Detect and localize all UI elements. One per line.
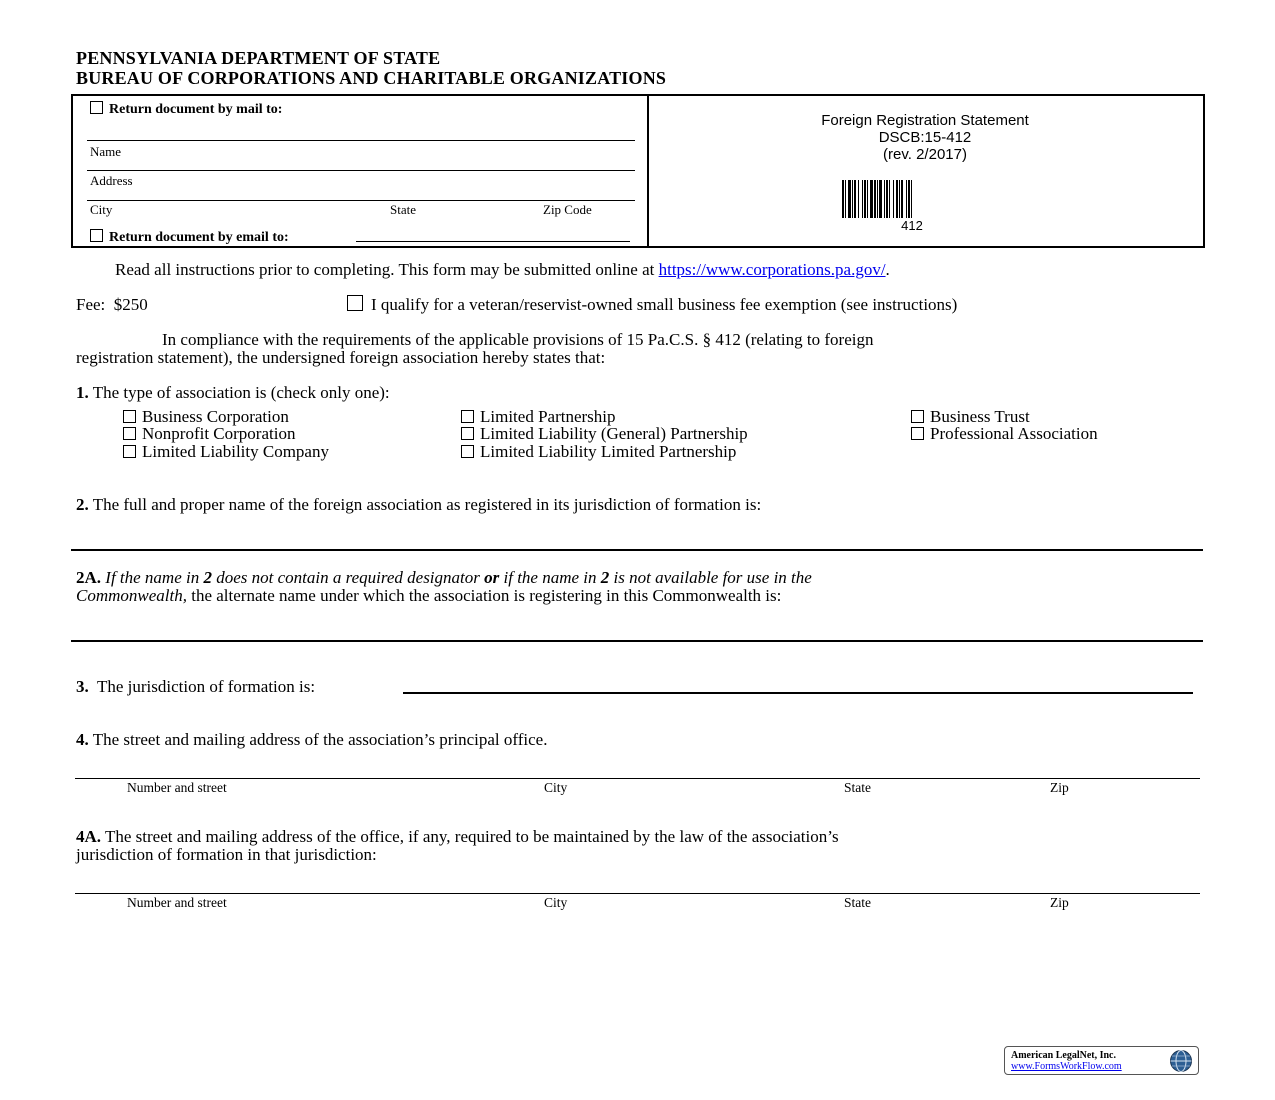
option-label: Business Trust [930,407,1030,426]
compliance-line-1: In compliance with the requirements of the applicable provisions of 15 Pa.C.S. § 412 (relating to foreign [162,330,874,349]
q2a-italic-4: is not available for use in the [609,568,812,587]
address-line[interactable] [87,170,635,171]
checkbox[interactable] [911,427,924,440]
barcode-bar [906,180,907,218]
q2a-italic-5: Commonwealth, [76,586,187,605]
option-label: Limited Liability Limited Partnership [480,442,737,461]
q2a-bold-1: 2 [203,568,212,587]
q2a-bold-or: or [484,568,500,587]
option-limited-liability-company[interactable] [123,442,329,462]
form-code: DSCB:15-412 [878,129,972,146]
address-label: Address [90,173,133,188]
barcode-bar [854,180,856,218]
barcode-bar [877,180,878,218]
option-lllp[interactable] [461,442,736,462]
question-4a-line-2: jurisdiction of formation in that jurisdiction: [76,845,377,864]
q2a-rest: the alternate name under which the association is registering in this Commonwealth is: [186,586,782,605]
globe-icon [1169,1049,1193,1073]
mail-label: Return document by mail to: [109,102,283,117]
option-label: Nonprofit Corporation [142,424,296,443]
question-3-number: 3. [76,677,89,696]
name-label: Name [90,144,122,159]
compliance-line-2: registration statement), the undersigned foreign association hereby states that: [76,348,606,367]
question-4-number: 4. [76,730,89,749]
barcode-bar [893,180,894,218]
question-2-number: 2. [76,495,89,514]
checkbox[interactable] [911,410,924,423]
option-nonprofit-corporation[interactable] [123,424,295,444]
street-label: Number and street [127,895,227,910]
barcode-bar [911,180,912,218]
jurisdiction-line[interactable] [403,692,1193,694]
barcode-number: 412 [901,218,923,233]
zip-label: Zip [1050,780,1069,795]
q2a-italic-2: does not contain a required designator [211,568,485,587]
city-label: City [90,202,113,217]
question-4a-text: The street and mailing address of the office, if any, required to be maintained by the law of the association’s [104,827,839,846]
logo-site[interactable]: www.FormsWorkFlow.com [1011,1061,1122,1072]
email-line[interactable] [356,241,630,242]
q2a-italic-3: if the name in [499,568,601,587]
checkbox[interactable] [123,410,136,423]
association-name-line[interactable] [71,549,1203,551]
checkbox[interactable] [461,427,474,440]
city-label: City [544,895,568,910]
q2a-bold-2: 2 [600,568,610,587]
option-llp-general[interactable] [461,424,748,444]
question-4 [76,730,547,750]
barcode-bar [874,180,876,218]
state-label: State [390,202,416,217]
instructions-tail: . [885,260,890,279]
alternate-name-line[interactable] [71,640,1203,642]
formation-office-address-line[interactable] [75,893,1200,894]
instructions [115,260,890,280]
barcode-bar [908,180,910,218]
zip-label: Zip [1050,895,1069,910]
question-1-text: The type of association is (check only one): [92,383,390,402]
barcode-bar [884,180,885,218]
barcode-bar [870,180,873,218]
option-label: Limited Partnership [480,407,616,426]
question-2 [76,495,761,515]
principal-office-address-line[interactable] [75,778,1200,779]
barcode-bar [845,180,846,218]
return-by-email-option[interactable] [90,229,289,246]
city-label: City [544,780,568,795]
checkbox[interactable] [123,445,136,458]
state-label: State [844,780,871,795]
question-3 [76,677,315,697]
logo-company: American LegalNet, Inc. [1011,1050,1116,1061]
name-line[interactable] [87,140,635,141]
instructions-text: Read all instructions prior to completing. This form may be submitted online at [115,260,655,279]
department-title: PENNSYLVANIA DEPARTMENT OF STATE [76,48,441,68]
barcode-bar [864,180,866,218]
fee-exemption-label: I qualify for a veteran/reservist-owned small business fee exemption (see instructions) [371,295,958,314]
zip-code-label: Zip Code [543,202,592,217]
barcode-bar [901,180,903,218]
fee-exemption-checkbox[interactable] [347,295,363,311]
question-3-text: The jurisdiction of formation is: [96,677,316,696]
state-label: State [844,895,871,910]
return-by-mail-option[interactable] [90,101,282,118]
barcode-bar [896,180,898,218]
barcode-bar [862,180,863,218]
form-title: Foreign Registration Statement [821,112,1029,129]
bureau-title: BUREAU OF CORPORATIONS AND CHARITABLE ORGANIZATIONS [76,68,667,88]
barcode-bar [886,180,888,218]
barcode-bar [848,180,851,218]
option-label: Business Corporation [142,407,289,426]
question-2-text: The full and proper name of the foreign association as registered in its jurisdiction of formation is: [92,495,762,514]
checkbox[interactable] [123,427,136,440]
fee-exemption-option[interactable] [347,295,957,315]
barcode [842,180,982,218]
email-checkbox[interactable] [90,229,103,242]
option-label: Limited Liability (General) Partnership [480,424,748,443]
mail-checkbox[interactable] [90,101,103,114]
option-professional-association[interactable] [911,424,1098,444]
question-4a-number: 4A. [76,827,102,846]
return-document-box [71,94,649,248]
fee-label: Fee: $250 [76,295,148,314]
option-label: Professional Association [930,424,1098,443]
question-2a-number: 2A. [76,568,102,587]
barcode-bar [879,180,882,218]
american-legalnet-logo[interactable] [1004,1046,1199,1075]
city-state-zip-line[interactable] [87,200,635,201]
barcode-bar [889,180,890,218]
barcode-bar [858,180,859,218]
checkbox[interactable] [461,445,474,458]
question-1 [76,383,390,403]
street-label: Number and street [127,780,227,795]
form-id-text [649,112,1201,163]
question-2a-line-1 [76,568,812,588]
question-2a-line-2 [76,586,781,606]
barcode-bar [842,180,844,218]
email-label: Return document by email to: [109,230,289,245]
corporations-link[interactable]: https://www.corporations.pa.gov/ [658,260,886,279]
form-revision: (rev. 2/2017) [883,146,967,163]
q2a-italic-1: If the name in [105,568,204,587]
option-label: Limited Liability Company [142,442,329,461]
question-4a-line-1 [76,827,839,847]
barcode-bar [867,180,868,218]
question-4-text: The street and mailing address of the association’s principal office. [92,730,548,749]
checkbox[interactable] [461,410,474,423]
barcode-bar [852,180,853,218]
barcode-bar [899,180,900,218]
question-1-number: 1. [76,383,89,402]
